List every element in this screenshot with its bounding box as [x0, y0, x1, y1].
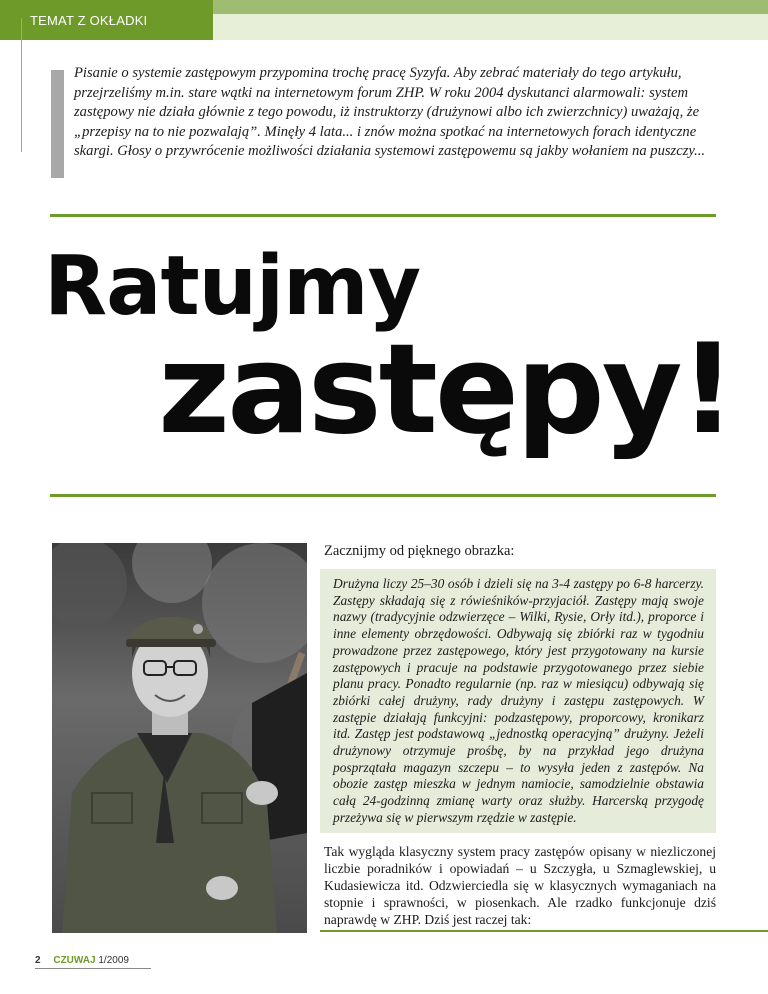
scout-photo — [52, 543, 307, 933]
divider-column-end — [320, 930, 768, 932]
divider-bottom — [50, 494, 716, 497]
divider-top — [50, 214, 716, 217]
page-number: 2 — [35, 955, 41, 966]
section-tab — [0, 0, 213, 40]
highlight-box-text: Drużyna liczy 25–30 osób i dzieli się na 3-4 zastępy po 6-8 harcerzy. Zastępy składają się z rówieśników-przyjaciół. Zastępy mają swoje nazwy (tradycyjnie odzwierzęce – Wilki, Rysie, Orły itd.), proporce i inne elementy obrzędowości. Odbywają się zbiórki raz w tygodniu prowadzone przez zastępowego, który jest przygotowany na kursie zastępowych i pracuje na podstawie przygotowanego przez siebie planu pracy. Ponadto regularnie (np. raz w miesiącu) odbywają się zbiórki całej drużyny, rady drużyny i zastępu zastępowych. W zastępie działają funkcyjni: podzastępowy, proporcowy, kronikarz itd. Zastęp jest podstawową „jednostką operacyjną” drużyny. Jeżeli drużynowy otrzymuje prośbę, by na przykład jego drużyna posprzątała magazyn szczepu – to wysyła jeden z zastępów. Na obozie zastęp mieszka w jednym namiocie, samodzielnie obstawia całą 24-godzinną zmianę warty oraz służby. Harcerską przygodę przeżywa się w pierwszym rzędzie w zastępie. — [333, 576, 704, 825]
header-band — [213, 0, 768, 14]
headline-line-2: zastępy! — [158, 318, 734, 462]
body-paragraph: Tak wygląda klasyczny system pracy zastępów opisany w niezliczonej liczbie poradników i opowiadań – u Szczygła, u Szmaglewskiej, u Kudasiewicza itd. Odzwierciedla się w klasycznych wymaganiach na stopnie i sprawności, w piosenkach. Ale rzadko funkcjonuje dziś naprawdę w ZHP. Dziś jest raczej tak: — [324, 844, 716, 927]
section-label: TEMAT Z OKŁADKI — [30, 13, 148, 28]
highlight-box — [320, 569, 716, 833]
section-header — [0, 0, 768, 40]
header-band-light — [213, 14, 768, 40]
intro-quote-bar — [51, 70, 64, 178]
margin-line — [21, 18, 22, 152]
issue-number: 1/2009 — [98, 955, 129, 966]
headline-line-1: Ratujmy — [44, 239, 421, 334]
footer-rule — [35, 968, 151, 969]
page-footer — [35, 955, 129, 966]
lead-sentence: Zacznijmy od pięknego obrazka: — [324, 543, 515, 559]
magazine-name: CZUWAJ — [53, 955, 96, 966]
intro-paragraph: Pisanie o systemie zastępowym przypomina trochę pracę Syzyfa. Aby zebrać materiały do tego artykułu, przejrzeliśmy m.in. stare wątki na internetowym forum ZHP. W roku 2004 dyskutanci alarmowali: system zastępowy nie działa głównie z tego powodu, iż instruktorzy (drużynowi albo ich zwierzchnicy) uważają, że „przepisy na to nie pozwalają”. Minęły 4 lata... i znów można spotkać na internetowych forach identyczne skargi. Głosy o przywrócenie możliwości działania systemowi zastępowemu są jakby wołaniem na puszczy... — [74, 65, 706, 160]
